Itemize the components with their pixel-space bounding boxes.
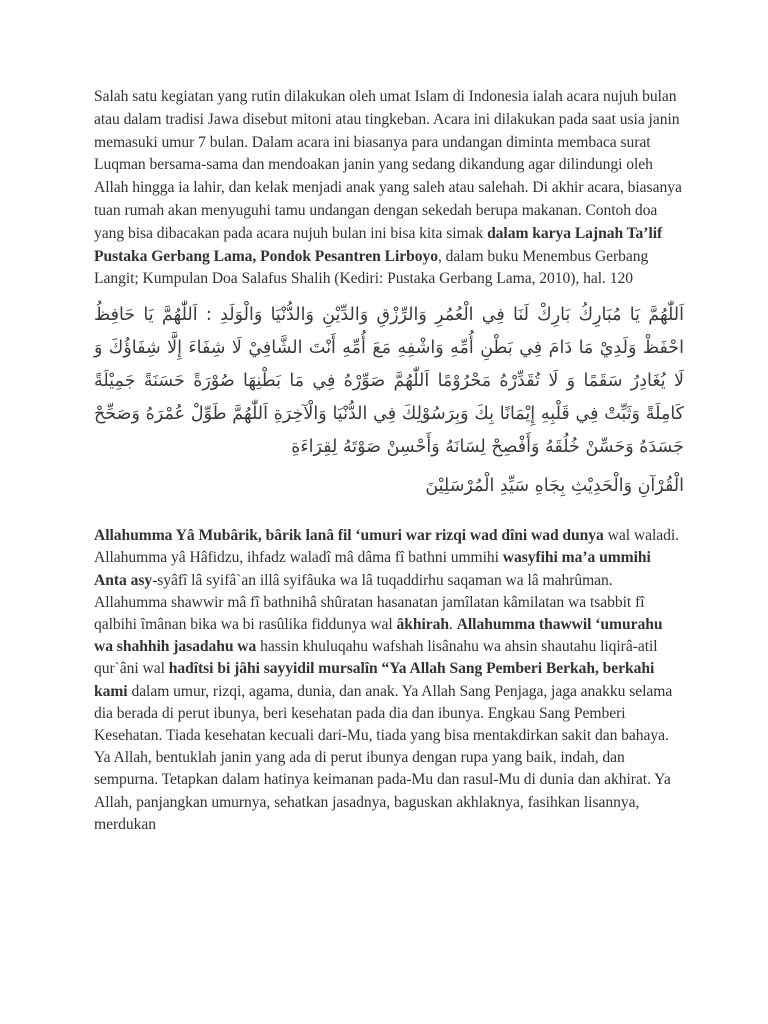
translit-text-2: wal waladi. Allahumma yâ Hâfidzu, ihfadz waladî mâ dâma fî bathni ummihi	[94, 527, 679, 567]
document-page	[94, 86, 684, 836]
book-reference: , dalam buku Menembus Gerbang Langit; Kumpulan Doa Salafus Shalih (Kediri: Pustaka Gerbang Lama, 2010), hal. 120	[94, 247, 649, 288]
arabic-prayer: اَللّٰهُمَّ يَا مُبَارِكُ بَارِكْ لَنَا فِي الْعُمُرِ وَالرِّزْقِ وَالدِّيْنِ وَالدُّنْيَا وَالْوَلَدِ : اَللّٰهُمَّ يَا حَافِظُ احْفَظْ وَلَدِيْ مَا دَامَ فِي بَطْنِ أُمِّهِ وَاشْفِهِ مَعَ أُمِّهِ أَنْتَ الشَّافِيْ لَا شِفَاءَ إِلَّا شِفَاؤُكَ وَ لَا يُغَادِرُ سَقَمًا وَ لَا تُقَدِّرْهُ مَحْرُوْمًا اَللّٰهُمَّ صَوِّرْهُ فِي مَا بَطْنِهَا صُوْرَةً حَسَنَةً جَمِيْلَةً كَامِلَةً وَثَبِّتْ فِي قَلْبِهِ إِيْمَانًا بِكَ وَبِرَسُوْلِكَ فِي الدُّنْيَا وَالْآخِرَةِ اَللّٰهُمَّ طَوِّلْ عُمْرَهُ وَصَحِّحْ جَسَدَهُ وَحَسِّنْ خُلُقَهُ وَأَفْصِحْ لِسَانَهُ وَأَحْسِنْ صَوْتَهُ لِقِرَاءَةِ	[94, 305, 684, 458]
intro-paragraph	[94, 86, 684, 291]
translit-bold-1: Allahumma Yâ Mubârik, bârik lanâ fil ‘umuri war rizqi wad dîni wad dunya	[94, 527, 604, 545]
translit-bold-3: wasyfihi ma’a ummihi Anta asy	[94, 549, 651, 589]
translation-text: dalam umur, rizqi, agama, dunia, dan anak. Ya Allah Sang Penjaga, jaga anakku selama dia berada di perut ibunya, beri kesehatan pada dia dan ibunya. Engkau Sang Pemberi Kesehatan. Tiada kesehatan kecuali dari-Mu, tiada yang bisa mentakdirkan sakit dan bahaya. Ya Allah, bentuklah janin yang ada di perut ibunya dengan rupa yang baik, indah, dan sempurna. Tetapkan dalam hatinya keimanan pada-Mu dan rasul-Mu di dunia dan akhirat. Ya Allah, panjangkan umurnya, sehatkan jasadnya, baguskan akhlaknya, fasihkan lisannya, merdukan	[94, 682, 673, 833]
translit-text-6: .	[448, 615, 457, 633]
arabic-prayer-last-line: الْقُرْآنِ وَالْحَدِيْثِ بِجَاهِ سَيِّدِ الْمُرْسَلِيْنَ	[425, 476, 684, 497]
translit-text-8: hassin khuluqahu wafshah lisânahu wa ahsin shautahu liqirâ-atil qur`âni wal	[94, 638, 658, 678]
translit-bold-7: Allahumma thawwil ‘umurahu wa shahhih jasadahu wa	[94, 615, 663, 656]
source-reference: dalam karya Lajnah Ta’lif Pustaka Gerbang Lama, Pondok Pesantren Lirboyo	[94, 224, 663, 265]
translit-text-4: -syâfî lâ syifâ`an illâ syifâuka wa lâ tuqaddirhu saqaman wa lâ mahrûman. Allahumma shawwir mâ fî bathnihâ shûratan hasanatan jamîlatan kâmilatan wa tsabbit fî qalbihi îmânan bika wa bi rasûlika fiddunya wal	[94, 571, 645, 633]
translit-bold-9: hadîtsi bi jâhi sayyidil mursalîn “Ya Allah Sang Pemberi Berkah, berkahi kami	[94, 660, 655, 700]
transliteration-paragraph	[94, 525, 684, 836]
translit-bold-5: âkhirah	[396, 615, 449, 633]
intro-text: Salah satu kegiatan yang rutin dilakukan oleh umat Islam di Indonesia ialah acara nujuh bulan atau dalam tradisi Jawa disebut mitoni atau tingkeban. Acara ini dilakukan pada saat usia janin memasuki umur 7 bulan. Dalam acara ini biasanya para undangan diminta membaca surat Luqman bersama-sama dan mendoakan janin yang sedang dikandung agar dilindungi oleh Allah hingga ia lahir, dan kelak menjadi anak yang saleh atau salehah. Di akhir acara, biasanya tuan rumah akan menyuguhi tamu undangan dengan sekedah berupa makanan. Contoh doa yang bisa dibacakan pada acara nujuh bulan ini bisa kita simak	[94, 88, 682, 242]
